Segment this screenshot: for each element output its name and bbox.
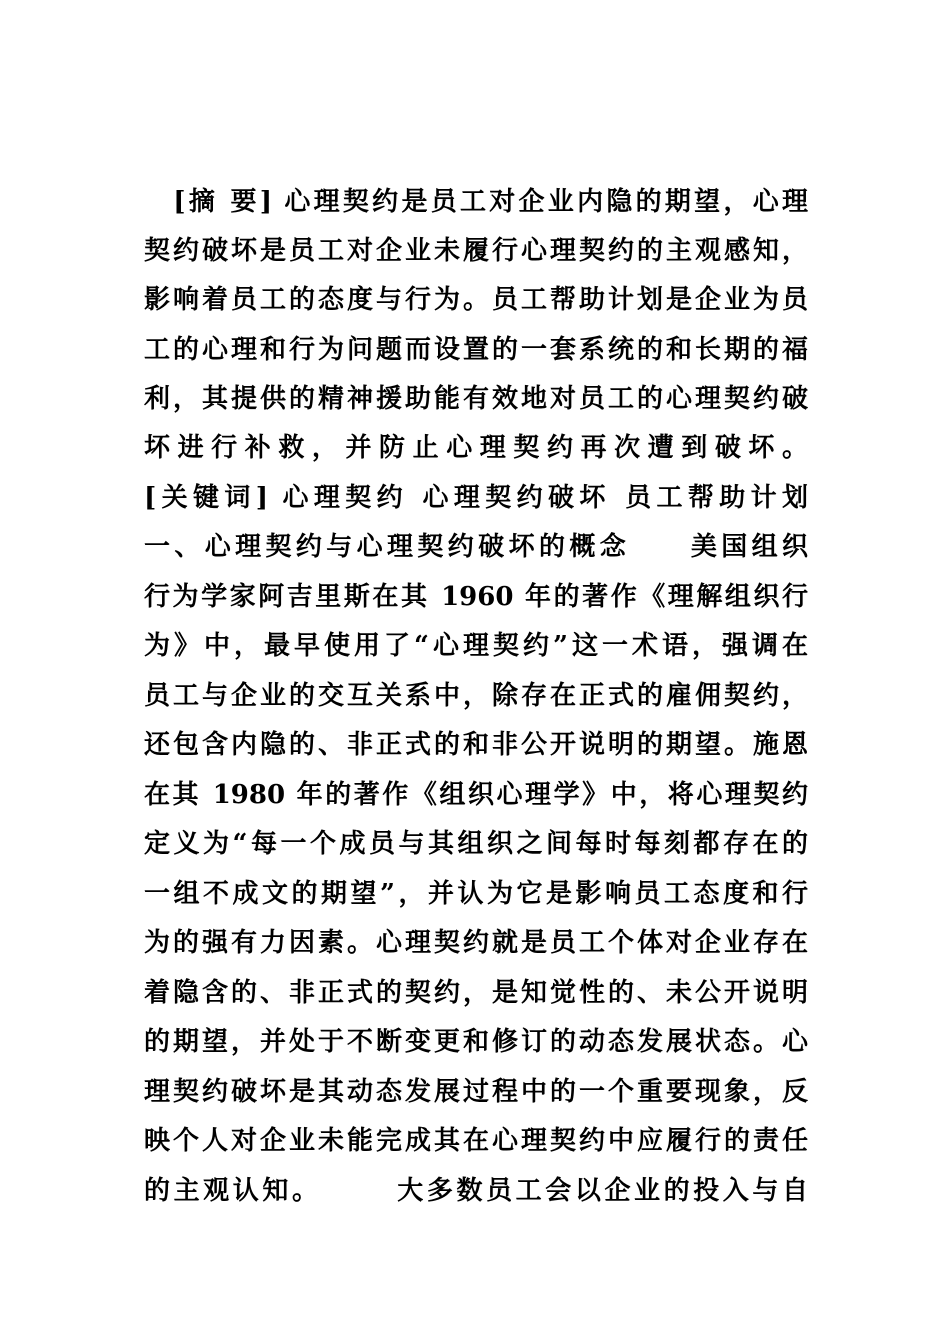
text-line-6: 坏进行补救，并防止心理契约再次遭到破坏。 [144, 433, 808, 463]
text-line-14: 定义为“每一个成员与其组织之间每时每刻都存在的 [144, 829, 808, 859]
text-line-10: 为》中，最早使用了“心理契约”这一术语，强调在 [144, 631, 808, 661]
text-line-1: [摘 要] 心理契约是员工对企业内隐的期望，心理 [144, 187, 808, 217]
text-line-2: 契约破坏是员工对企业未履行心理契约的主观感知， [144, 236, 808, 266]
text-line-17: 着隐含的、非正式的契约，是知觉性的、未公开说明 [144, 978, 808, 1008]
text-line-5: 利，其提供的精神援助能有效地对员工的心理契约破 [144, 384, 808, 414]
text-line-18: 的期望，并处于不断变更和修订的动态发展状态。心 [144, 1027, 808, 1057]
text-line-15: 一组不成文的期望”，并认为它是影响员工态度和行 [144, 879, 808, 909]
text-line-11: 员工与企业的交互关系中，除存在正式的雇佣契约， [144, 681, 808, 711]
text-line-21: 的主观认知。 大多数员工会以企业的投入与自 [144, 1176, 808, 1206]
text-line-19: 理契约破坏是其动态发展过程中的一个重要现象，反 [144, 1077, 808, 1107]
text-line-16: 为的强有力因素。心理契约就是员工个体对企业存在 [144, 928, 808, 958]
text-line-3: 影响着员工的态度与行为。员工帮助计划是企业为员 [144, 285, 808, 315]
text-line-20: 映个人对企业未能完成其在心理契约中应履行的责任 [144, 1126, 808, 1156]
text-line-12: 还包含内隐的、非正式的和非公开说明的期望。施恩 [144, 730, 808, 760]
text-line-13: 在其 1980 年的著作《组织心理学》中，将心理契约 [144, 780, 808, 810]
text-line-8: 一、心理契约与心理契约破坏的概念 美国组织 [144, 532, 808, 562]
text-line-9: 行为学家阿吉里斯在其 1960 年的著作《理解组织行 [144, 582, 808, 612]
text-line-4: 工的心理和行为问题而设置的一套系统的和长期的福 [144, 335, 808, 365]
text-line-7: [关键词] 心理契约 心理契约破坏 员工帮助计划 [144, 483, 808, 513]
